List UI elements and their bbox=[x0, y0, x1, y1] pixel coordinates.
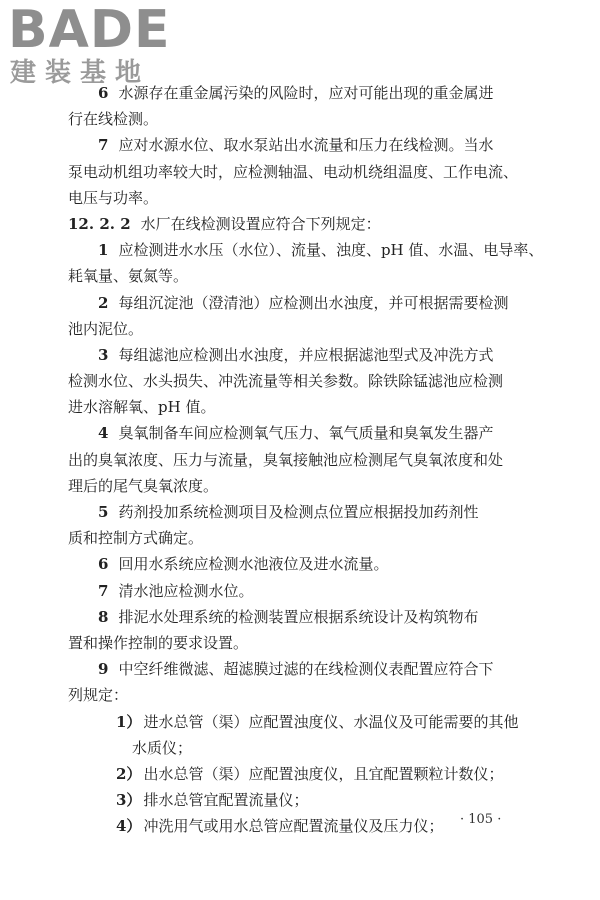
item-number: 4） bbox=[116, 817, 142, 836]
text-line bbox=[68, 499, 538, 525]
body-text bbox=[68, 80, 544, 839]
line-text: 理后的尾气臭氧浓度。 bbox=[68, 476, 219, 495]
text-line bbox=[68, 237, 544, 263]
text-line bbox=[68, 525, 538, 551]
line-text: 出水总管（渠）应配置浊度仪，且宜配置颗粒计数仪； bbox=[143, 764, 504, 783]
line-text: 应对水源水位、取水泵站出水流量和压力在线检测。当水 bbox=[118, 136, 494, 155]
item-number: 1） bbox=[116, 712, 142, 731]
watermark-subtitle: 建装基地 bbox=[10, 58, 151, 88]
line-text: 进水总管（渠）应配置浊度仪、水温仪及可能需要的其他 bbox=[143, 712, 519, 731]
line-text: 列规定： bbox=[68, 686, 129, 705]
text-line bbox=[68, 473, 538, 499]
line-text: 中空纤维微滤、超滤膜过滤的在线检测仪表配置应符合下 bbox=[118, 660, 494, 679]
item-number: 5 bbox=[98, 503, 109, 521]
text-line bbox=[68, 420, 538, 446]
item-number: 9 bbox=[98, 660, 109, 679]
line-text: 冲洗用气或用水总管应配置流量仪及压力仪； bbox=[143, 817, 444, 836]
page-number: · 105 · bbox=[460, 812, 502, 827]
line-text: 进水溶解氧、pH 值。 bbox=[68, 398, 216, 417]
line-text: 药剂投加系统检测项目及检测点位置应根据投加药剂性 bbox=[118, 503, 479, 521]
text-line bbox=[68, 761, 538, 787]
line-text: 每组滤池应检测出水浊度，并应根据滤池型式及冲洗方式 bbox=[118, 345, 494, 364]
line-text: 排水总管宜配置流量仪； bbox=[143, 791, 309, 810]
text-line bbox=[68, 185, 538, 211]
item-number: 2 bbox=[98, 293, 109, 312]
text-line bbox=[68, 394, 538, 420]
item-number: 2） bbox=[116, 764, 142, 783]
line-text: 耗氧量、氨氮等。 bbox=[68, 267, 189, 286]
text-line bbox=[68, 106, 538, 132]
line-text: 应检测进水水压（水位）、流量、浊度、pH 值、水温、电导率、 bbox=[118, 241, 544, 260]
item-number: 8 bbox=[98, 607, 109, 626]
watermark-logo bbox=[8, 2, 178, 92]
text-line bbox=[68, 316, 538, 342]
text-line bbox=[68, 735, 538, 761]
line-text: 臭氧制备车间应检测氧气压力、氧气质量和臭氧发生器产 bbox=[118, 424, 494, 443]
text-line bbox=[68, 342, 538, 368]
line-text: 出的臭氧浓度、压力与流量，臭氧接触池应检测尾气臭氧浓度和处 bbox=[68, 450, 504, 469]
text-line bbox=[68, 159, 538, 185]
line-text: 水源存在重金属污染的风险时，应对可能出现的重金属进 bbox=[118, 84, 494, 102]
text-line bbox=[68, 709, 538, 735]
item-number: 12. 2. 2 bbox=[68, 214, 131, 233]
text-line bbox=[68, 447, 538, 473]
line-text: 每组沉淀池（澄清池）应检测出水浊度，并可根据需要检测 bbox=[118, 293, 509, 312]
item-number: 3） bbox=[116, 791, 142, 810]
line-text: 检测水位、水头损失、冲洗流量等相关参数。除铁除锰滤池应检测 bbox=[68, 372, 504, 391]
line-text: 水质仪； bbox=[132, 738, 193, 757]
line-text: 置和操作控制的要求设置。 bbox=[68, 633, 249, 652]
item-number: 6 bbox=[98, 555, 109, 574]
item-number: 3 bbox=[98, 345, 109, 364]
text-line bbox=[68, 551, 538, 577]
line-text: 水厂在线检测设置应符合下列规定： bbox=[140, 214, 381, 233]
text-line bbox=[68, 630, 538, 656]
item-number: 7 bbox=[98, 581, 109, 600]
text-line bbox=[68, 604, 538, 630]
line-text: 泵电动机组功率较大时，应检测轴温、电动机绕组温度、工作电流、 bbox=[68, 162, 519, 181]
text-line bbox=[68, 132, 538, 158]
line-text: 池内泥位。 bbox=[68, 319, 144, 338]
item-number: 7 bbox=[98, 136, 109, 155]
text-line bbox=[68, 578, 538, 604]
line-text: 排泥水处理系统的检测装置应根据系统设计及构筑物布 bbox=[118, 607, 479, 626]
line-text: 清水池应检测水位。 bbox=[118, 581, 254, 600]
text-line bbox=[68, 656, 538, 682]
text-line bbox=[68, 290, 538, 316]
item-number: 4 bbox=[98, 424, 109, 443]
line-text: 质和控制方式确定。 bbox=[68, 529, 204, 548]
item-number: 6 bbox=[98, 84, 109, 102]
item-number: 1 bbox=[98, 241, 109, 260]
text-line bbox=[68, 682, 538, 708]
text-line bbox=[68, 368, 538, 394]
line-text: 电压与功率。 bbox=[68, 188, 159, 207]
text-line bbox=[68, 263, 538, 289]
line-text: 回用水系统应检测水池液位及进水流量。 bbox=[118, 555, 389, 574]
text-line bbox=[68, 787, 538, 813]
watermark-brand: BADE bbox=[8, 0, 171, 60]
line-text: 行在线检测。 bbox=[68, 110, 159, 129]
text-line bbox=[68, 211, 538, 237]
